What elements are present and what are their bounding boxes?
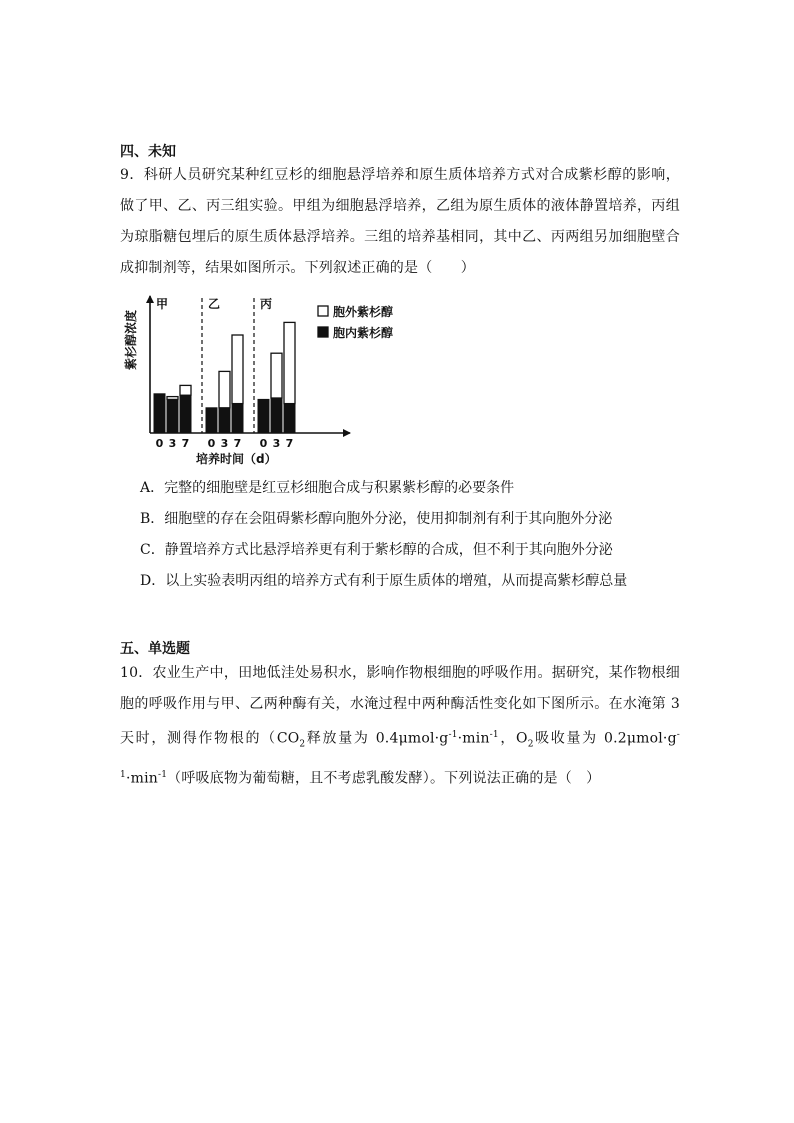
y-axis-arrow bbox=[146, 295, 154, 303]
taxol-bar-chart bbox=[118, 288, 418, 473]
tick-label-g1-1: 3 bbox=[168, 437, 177, 450]
bar-extracellular-g1-d3 bbox=[167, 397, 178, 400]
tick-label-g1-0: 0 bbox=[155, 437, 164, 450]
section-4-heading: 四、未知 bbox=[120, 144, 176, 160]
chart-bars bbox=[154, 322, 295, 433]
bar-extracellular-g1-d7 bbox=[180, 385, 191, 395]
bar-intracellular-g1-d3 bbox=[167, 399, 178, 433]
tick-label-g1-2: 7 bbox=[181, 437, 190, 450]
bar-extracellular-g2-d7 bbox=[232, 335, 243, 404]
option-c[interactable]: C．静置培养方式比悬浮培养更有利于紫杉醇的合成，但不利于其向胞外分泌 bbox=[140, 542, 613, 558]
tick-label-g2-2: 7 bbox=[233, 437, 242, 450]
tick-label-g3-2: 7 bbox=[285, 437, 294, 450]
tick-label-g2-1: 3 bbox=[220, 437, 229, 450]
bar-extracellular-g2-d3 bbox=[219, 371, 230, 407]
bar-intracellular-g3-d3 bbox=[271, 398, 282, 433]
x-axis-arrow bbox=[343, 429, 351, 437]
bar-intracellular-g3-d7 bbox=[284, 404, 295, 433]
option-d[interactable]: D．以上实验表明丙组的培养方式有利于原生质体的增殖，从而提高紫杉醇总量 bbox=[140, 573, 628, 589]
bar-intracellular-g1-d0 bbox=[154, 394, 165, 433]
group-label-2: 乙 bbox=[208, 297, 221, 311]
tick-label-g3-0: 0 bbox=[259, 437, 268, 450]
y-axis-label: 紫杉醇浓度 bbox=[124, 309, 138, 371]
bar-intracellular-g3-d0 bbox=[258, 399, 269, 433]
group-label-3: 丙 bbox=[260, 297, 273, 311]
bar-intracellular-g2-d7 bbox=[232, 404, 243, 433]
bar-intracellular-g2-d3 bbox=[219, 408, 230, 433]
bar-extracellular-g3-d3 bbox=[271, 353, 282, 398]
group-label-1: 甲 bbox=[156, 297, 169, 311]
section-5-heading: 五、单选题 bbox=[120, 641, 190, 657]
legend-label-2: 胞内紫杉醇 bbox=[333, 326, 394, 340]
question-10-text: 10．农业生产中，田地低洼处易积水，影响作物根细胞的呼吸作用。据研究，某作物根细胞的呼吸作用与甲、乙两种酶有关，水淹过程中两种酶活性变化如下图所示。在水淹第 3 天时，测得作物根的（$CO_2$释放量为 $0.4\mu mol\cdot g^{-1}\cdot\min^{-1}$，$O_2$吸收量为 $0.2\mu mol\cdot g^{-1}\cdot\min^{-1}$（呼吸底物为葡萄糖，且不考虑乳酸发酵）。下列说法正确的是（ ） bbox=[120, 665, 680, 788]
bar-intracellular-g2-d0 bbox=[206, 408, 217, 433]
bar-intracellular-g1-d7 bbox=[180, 395, 191, 433]
bar-extracellular-g3-d7 bbox=[284, 322, 295, 403]
chart-legend bbox=[318, 304, 393, 340]
option-b[interactable]: B．细胞壁的存在会阻碍紫杉醇向胞外分泌，使用抑制剂有利于其向胞外分泌 bbox=[140, 511, 613, 527]
legend-swatch-1 bbox=[318, 306, 328, 316]
question-9-text: 9．科研人员研究某种红豆杉的细胞悬浮培养和原生质体培养方式对合成紫杉醇的影响，做了甲、乙、丙三组实验。甲组为细胞悬浮培养，乙组为原生质体的液体静置培养，丙组为琼脂糖包埋后的原生质体悬浮培养。三组的培养基相同，其中乙、丙两组另加细胞壁合成抑制剂等，结果如图所示。下列叙述正确的是（ ） bbox=[120, 167, 680, 276]
chart-svg bbox=[118, 288, 418, 473]
legend-swatch-2 bbox=[318, 327, 328, 337]
tick-label-g2-0: 0 bbox=[207, 437, 216, 450]
option-a[interactable]: A．完整的细胞壁是红豆杉细胞合成与积累紫杉醇的必要条件 bbox=[140, 480, 515, 496]
legend-label-1: 胞外紫杉醇 bbox=[333, 305, 394, 319]
x-axis-label: 培养时间（d） bbox=[196, 452, 277, 466]
tick-label-g3-1: 3 bbox=[272, 437, 281, 450]
chart-labels bbox=[123, 296, 293, 466]
